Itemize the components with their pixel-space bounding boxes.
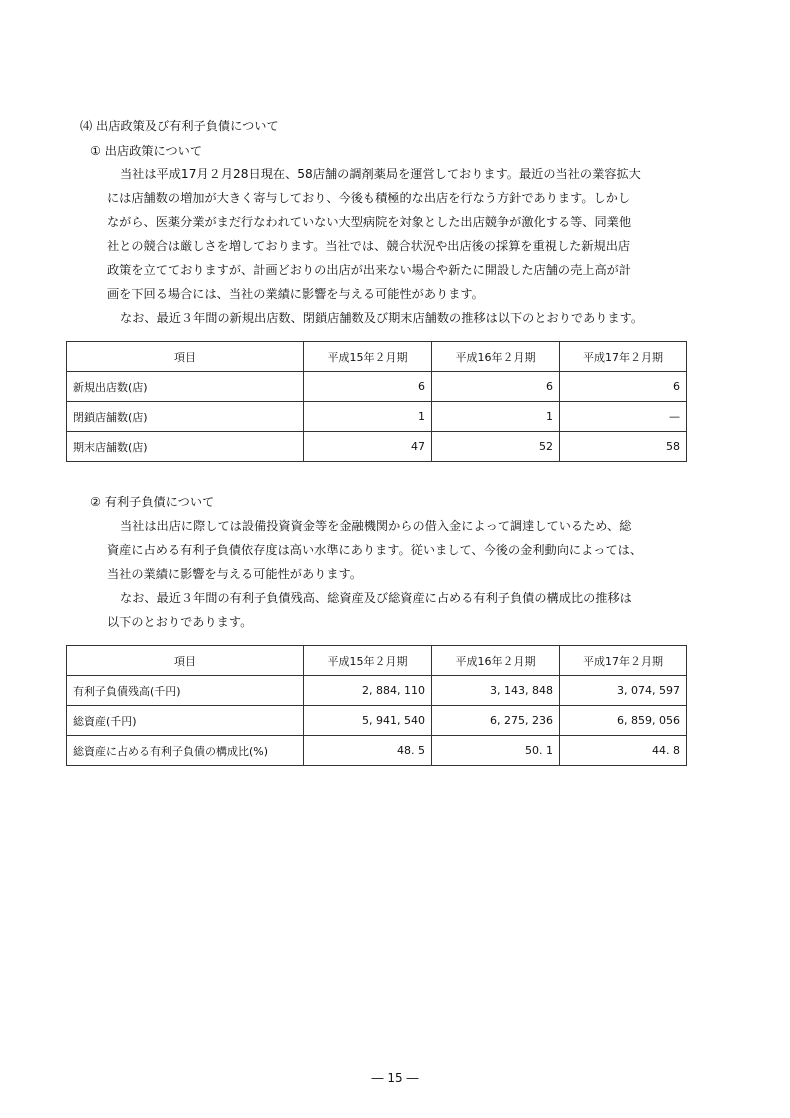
- row-label: 総資産(千円): [67, 706, 304, 736]
- store-count-table: [66, 341, 687, 462]
- column-header: 平成15年２月期: [304, 342, 432, 372]
- table-cell: 1: [432, 402, 560, 432]
- row-label: 新規出店数(店): [67, 372, 304, 402]
- row-label: 総資産に占める有利子負債の構成比(%): [67, 736, 304, 766]
- debt-heading: ② 有利子負債について: [90, 495, 215, 509]
- table-cell: 6: [432, 372, 560, 402]
- row-label: 期末店舗数(店): [67, 432, 304, 462]
- column-header: 項目: [67, 646, 304, 676]
- row-label: 閉鎖店舗数(店): [67, 402, 304, 432]
- debt-paragraph-line: 資産に占める有利子負債依存度は高い水準にあります。従いまして、今後の金利動向によっては、: [107, 543, 643, 557]
- table-header-row: [67, 646, 687, 676]
- row-label: 有利子負債残高(千円): [67, 676, 304, 706]
- table-cell: 6: [560, 372, 687, 402]
- store-policy-paragraph-line: 画を下回る場合には、当社の業績に影響を与える可能性があります。: [107, 287, 484, 301]
- store-policy-paragraph-line: 政策を立てておりますが、計画どおりの出店が出来ない場合や新たに開設した店舗の売上高が計: [107, 263, 632, 277]
- debt-table-intro: なお、最近３年間の有利子負債残高、総資産及び総資産に占める有利子負債の構成比の推移は: [120, 591, 632, 605]
- table-cell: 6, 859, 056: [560, 706, 687, 736]
- table-cell: 48. 5: [304, 736, 432, 766]
- debt-paragraph-line: 当社は出店に際しては設備投資資金等を金融機関からの借入金によって調達しているため、総: [120, 519, 632, 533]
- table-header-row: [67, 342, 687, 372]
- table-cell: 52: [432, 432, 560, 462]
- column-header: 平成16年２月期: [432, 342, 560, 372]
- debt-table: [66, 645, 687, 766]
- table-cell: 5, 941, 540: [304, 706, 432, 736]
- table-cell: 50. 1: [432, 736, 560, 766]
- table-row: [67, 372, 687, 402]
- table-cell: 44. 8: [560, 736, 687, 766]
- debt-table-intro: 以下のとおりであります。: [107, 615, 253, 629]
- table-row: [67, 676, 687, 706]
- table-cell: 6, 275, 236: [432, 706, 560, 736]
- table-cell: 1: [304, 402, 432, 432]
- table-cell: 47: [304, 432, 432, 462]
- table-cell: 3, 143, 848: [432, 676, 560, 706]
- store-policy-paragraph-line: 当社は平成17月２月28日現在、58店舗の調剤薬局を運営しております。最近の当社の業容拡大: [120, 167, 641, 181]
- page-number: ― 15 ―: [371, 1071, 419, 1085]
- store-policy-heading: ① 出店政策について: [90, 144, 203, 158]
- column-header: 平成17年２月期: [560, 342, 687, 372]
- store-policy-paragraph-line: ながら、医薬分業がまだ行なわれていない大型病院を対象とした出店競争が激化する等、同業他: [107, 215, 632, 229]
- table-row: [67, 706, 687, 736]
- debt-paragraph-line: 当社の業績に影響を与える可能性があります。: [107, 567, 362, 581]
- table-row: [67, 432, 687, 462]
- column-header: 平成17年２月期: [560, 646, 687, 676]
- table-cell: 2, 884, 110: [304, 676, 432, 706]
- table-cell: 58: [560, 432, 687, 462]
- column-header: 項目: [67, 342, 304, 372]
- store-policy-paragraph-line: 社との競合は厳しさを増しております。当社では、競合状況や出店後の採算を重視した新規出店: [107, 239, 631, 253]
- store-policy-paragraph-line: には店舗数の増加が大きく寄与しており、今後も積極的な出店を行なう方針であります。しかし: [107, 191, 631, 205]
- table-cell: 3, 074, 597: [560, 676, 687, 706]
- column-header: 平成16年２月期: [432, 646, 560, 676]
- table-cell: —: [560, 402, 687, 432]
- table-cell: 6: [304, 372, 432, 402]
- table-row: [67, 736, 687, 766]
- store-table-intro: なお、最近３年間の新規出店数、閉鎖店舗数及び期末店舗数の推移は以下のとおりであります。: [120, 311, 644, 325]
- section-heading: ⑷ 出店政策及び有利子負債について: [80, 119, 279, 133]
- column-header: 平成15年２月期: [304, 646, 432, 676]
- table-row: [67, 402, 687, 432]
